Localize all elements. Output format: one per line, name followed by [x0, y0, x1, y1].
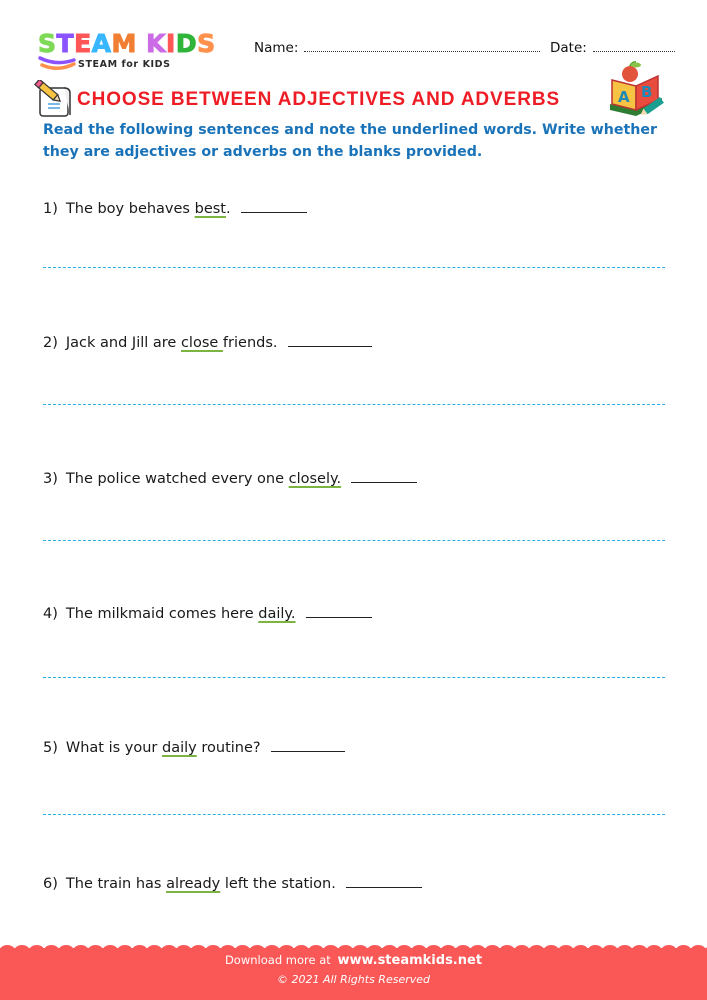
logo-letter	[137, 30, 146, 58]
answer-writing-line[interactable]	[43, 814, 665, 815]
underlined-word: best	[194, 201, 226, 217]
underlined-word: already	[166, 876, 221, 892]
name-blank[interactable]	[304, 41, 540, 52]
logo-swoosh-icon	[38, 56, 78, 72]
question-text: The train has	[65, 876, 167, 892]
answer-blank[interactable]	[271, 738, 345, 752]
question-text: .	[225, 201, 231, 217]
question-text: What is your	[65, 740, 163, 756]
question-number: 1)	[43, 201, 58, 217]
question-item	[43, 604, 372, 622]
answer-blank[interactable]	[306, 604, 372, 618]
worksheet-title: CHOOSE BETWEEN ADJECTIVES AND ADVERBS	[77, 89, 561, 110]
logo-letter: S	[38, 29, 57, 58]
question-text: routine?	[196, 740, 261, 756]
answer-writing-line[interactable]	[43, 404, 665, 405]
name-label: Name:	[254, 40, 299, 56]
logo-letter: A	[91, 29, 112, 58]
question-item	[43, 199, 307, 217]
date-field[interactable]	[550, 40, 675, 56]
pencil-paper-icon	[34, 80, 74, 118]
logo-tagline: STEAM for KIDS	[78, 59, 171, 70]
logo-letter: M	[111, 29, 137, 58]
logo-letter: E	[74, 29, 92, 58]
footer-download	[0, 953, 707, 968]
question-number: 6)	[43, 876, 58, 892]
logo-letter: I	[166, 29, 176, 58]
answer-blank[interactable]	[346, 874, 422, 888]
logo-letter: S	[197, 29, 216, 58]
underlined-word: close	[180, 335, 223, 351]
answer-blank[interactable]	[351, 469, 417, 483]
footer-download-text: Download more at	[224, 953, 331, 967]
question-text: The milkmaid comes here	[65, 606, 259, 622]
question-item	[43, 738, 345, 756]
question-number: 5)	[43, 740, 58, 756]
name-field[interactable]	[254, 40, 540, 56]
answer-writing-line[interactable]	[43, 267, 665, 268]
footer-site-link[interactable]: www.steamkids.net	[337, 953, 483, 968]
question-item	[43, 333, 372, 351]
abc-book-icon	[606, 60, 668, 118]
logo-wordmark	[38, 30, 216, 58]
question-number: 2)	[43, 335, 58, 351]
underlined-word: daily	[162, 740, 197, 756]
logo-letter: T	[56, 29, 75, 58]
steam-kids-logo	[38, 30, 238, 74]
date-label: Date:	[550, 40, 587, 56]
logo-letter: D	[175, 29, 198, 58]
svg-text:A: A	[618, 88, 630, 106]
footer-copyright: © 2021 All Rights Reserved	[276, 973, 430, 986]
question-text: Jack and Jill are	[65, 335, 181, 351]
underlined-word: closely.	[288, 471, 342, 487]
question-item	[43, 469, 417, 487]
answer-writing-line[interactable]	[43, 677, 665, 678]
answer-blank[interactable]	[241, 199, 307, 213]
svg-text:B: B	[641, 83, 653, 101]
question-number: 3)	[43, 471, 58, 487]
question-text: left the station.	[220, 876, 336, 892]
answer-blank[interactable]	[288, 333, 372, 347]
date-blank[interactable]	[593, 41, 675, 52]
question-text: The boy behaves	[65, 201, 195, 217]
question-item	[43, 874, 422, 892]
instructions-text: Read the following sentences and note the underlined words. Write whether they are adjectives or adverbs on the blanks provided.	[43, 122, 657, 160]
logo-letter: K	[146, 29, 166, 58]
underlined-word: daily.	[258, 606, 296, 622]
question-number: 4)	[43, 606, 58, 622]
question-text: friends.	[222, 335, 278, 351]
answer-writing-line[interactable]	[43, 540, 665, 541]
question-text: The police watched every one	[65, 471, 289, 487]
